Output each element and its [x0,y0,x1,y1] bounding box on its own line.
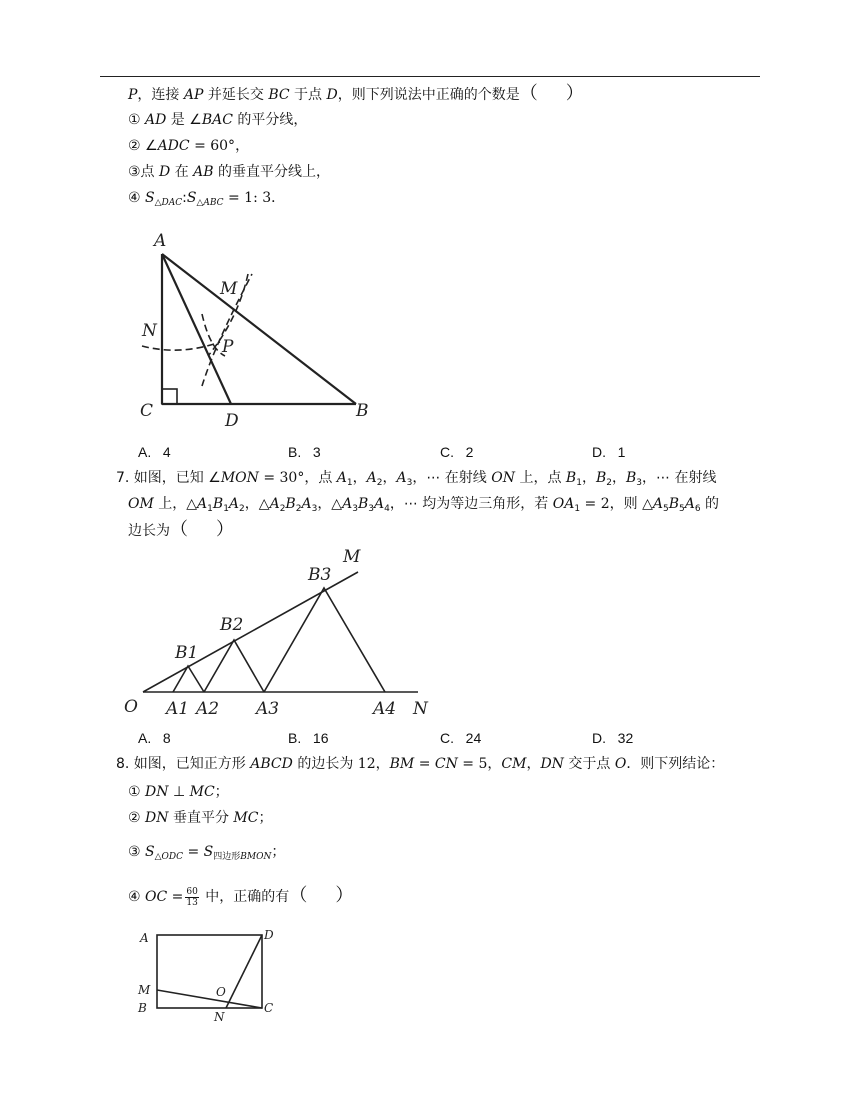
q6-statement-3: ③点 D 在 AB 的垂直平分线上， [128,164,331,180]
q6-label-A: A [154,231,167,251]
q6-statement-4: ④ $S_{\triangle DAC}:S_{\triangle ABC} = 1$: 3． [128,190,286,208]
q7-figure [118,542,448,722]
q7-label-O: O [124,697,138,717]
q8-label-C: C [264,1001,274,1015]
q6-label-C: C [140,401,154,421]
q7-choice-d[interactable]: D. 32 [592,730,634,746]
q7-choice-a[interactable]: A. 8 [138,730,171,746]
q6-label-B: B [356,401,369,421]
q7-label-N: N [413,699,428,719]
q6-choice-a[interactable]: A. 4 [138,444,171,460]
q6-label-N: N [142,321,157,341]
q6-label-M: M [220,279,238,299]
q7-choice-b[interactable]: B. 16 [288,730,329,746]
q7-label-B1: B1 [175,643,199,663]
q7-choice-c[interactable]: C. 24 [440,730,482,746]
q7-label-B3: B3 [308,565,332,585]
q7-label-A4: A4 [373,699,397,719]
q8-statement-2: ② DN 垂直平分 MC； [128,810,273,826]
q8-stem-line-1: 8. 如图，已知正方形 ABCD 的边长为 12，BM = CN = 5，CM，DN 交于点 O．则下列结论： [116,756,725,772]
q7-label-A3: A3 [256,699,280,719]
header-rule [100,76,760,77]
q8-label-A: A [140,931,149,945]
q8-label-D: D [264,928,274,942]
q7-label-A2: A2 [196,699,220,719]
q6-label-D: D [225,411,239,431]
q8-statement-1: ① DN ⊥ MC； [128,784,229,800]
q8-statement-4: ④ OC = $\frac{60}{13}$ 中，正确的有（ ） [128,885,354,908]
q8-statement-3: ③ $S_{\triangle ODC} = S_{四边形BMON}$； [128,844,286,862]
q8-label-B: B [138,1001,147,1015]
q8-label-M: M [138,983,151,997]
q6-figure [130,224,390,434]
q7-stem-line-3: 边长为（ ） [128,519,234,540]
q6-statement-2: ② ∠ADC = 60°， [128,138,250,154]
q6-stem: P，连接 AP 并延长交 BC 于点 D，则下列说法中正确的个数是（ ） [128,83,584,104]
q7-label-M: M [343,547,361,567]
q7-stem-line-1: 7. 如图，已知 ∠MON = 30°，点 $A_1$，$A_2$，$A_3$，⋯ 在射线 ON 上，点 $B_1$，$B_2$，$B_3$，⋯ 在射线 [116,470,717,488]
q7-label-A1: A1 [166,699,190,719]
q6-label-P: P [222,337,234,357]
q7-label-B2: B2 [220,615,244,635]
q8-label-O: O [216,985,226,999]
q6-statement-1: ① AD 是 ∠BAC 的平分线， [128,112,308,128]
q6-choice-d[interactable]: D. 1 [592,444,626,460]
q8-label-N: N [214,1010,225,1024]
q7-stem-line-2: OM 上，$\triangle A_1B_1A_2$，$\triangle A_2B_2A_3$，$\triangle A_3B_3A_4$，⋯ 均为等边三角形，若 $OA_1 = 2$，则 $\triangle A_5B_5A_6$ 的 [128,496,720,514]
q6-choice-c[interactable]: C. 2 [440,444,474,460]
q8-figure [130,924,290,1024]
q6-choice-b[interactable]: B. 3 [288,444,321,460]
